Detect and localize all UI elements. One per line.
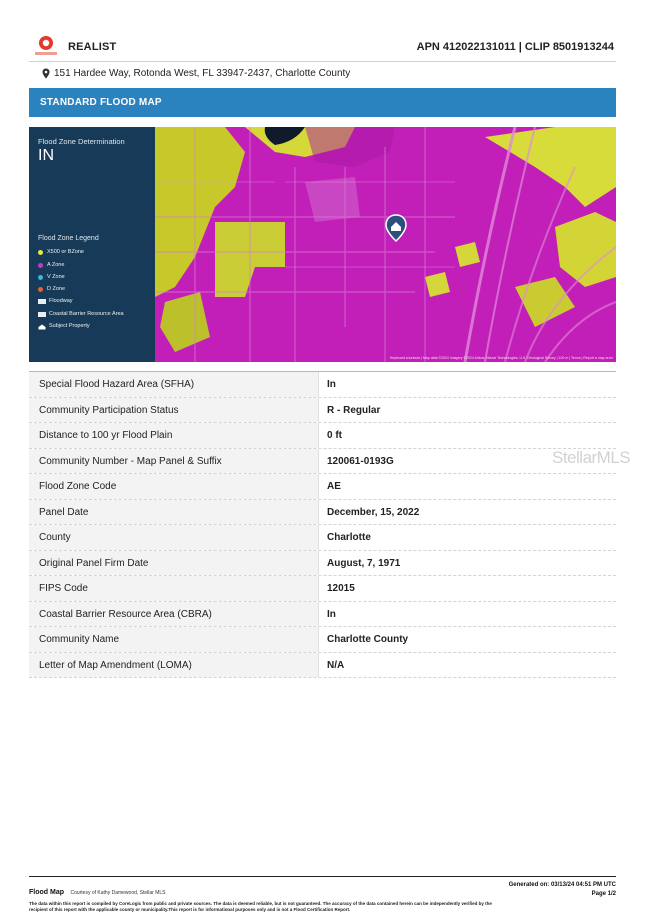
- row-value: Charlotte County: [327, 634, 409, 645]
- row-key-cell: [29, 500, 319, 525]
- footer-courtesy: Courtesy of Kathy Damewood, Stellar MLS: [70, 890, 166, 896]
- row-key-cell: [29, 423, 319, 448]
- table-row: [29, 576, 616, 602]
- table-row: [29, 398, 616, 424]
- legend-box-icon: [38, 299, 46, 304]
- row-key-cell: [29, 576, 319, 601]
- legend-label: Coastal Barrier Resource Area: [49, 311, 124, 317]
- table-row: [29, 372, 616, 398]
- row-value: AE: [327, 481, 341, 492]
- report-footer: [29, 876, 616, 913]
- page-number: Page 1/2: [591, 891, 616, 897]
- row-key: Special Flood Hazard Area (SFHA): [39, 379, 195, 390]
- corelogic-logo-icon: [33, 34, 59, 58]
- row-key: Original Panel Firm Date: [39, 557, 149, 569]
- legend-item: [38, 298, 73, 304]
- address-text: 151 Hardee Way, Rotonda West, FL 33947-2437, Charlotte County: [54, 68, 351, 79]
- section-title-bar: [29, 88, 616, 117]
- footer-disclaimer: The data within this report is compiled by CoreLogic from public and private sources. The data is deemed reliable, but is not guaranteed. The accuracy of the data contained herein can be independently verified by the recipient of this report with the applicable county or municipality.This report is for informational purposes only and is not a Flood Certification Report.: [29, 901, 492, 912]
- row-key-cell: [29, 602, 319, 627]
- row-value: 0 ft: [327, 430, 342, 441]
- table-row: [29, 525, 616, 551]
- apn-clip: APN 412022131011 | CLIP 8501913244: [416, 41, 614, 53]
- row-key: Community Number - Map Panel & Suffix: [39, 455, 222, 467]
- flood-data-table: [29, 371, 616, 678]
- row-value: R - Regular: [327, 404, 381, 416]
- legend-item: [38, 274, 65, 280]
- generated-timestamp: Generated on: 03/13/24 04:51 PM UTC: [508, 882, 616, 888]
- row-key: Community Participation Status: [39, 404, 179, 416]
- report-header: [29, 32, 616, 62]
- determination-label: Flood Zone Determination: [38, 137, 125, 146]
- flood-map-image: [155, 127, 616, 362]
- row-value: December, 15, 2022: [327, 506, 420, 518]
- row-key-cell: [29, 627, 319, 652]
- legend-dot-icon: [38, 275, 43, 280]
- legend-dot-icon: [38, 263, 43, 268]
- table-row: [29, 627, 616, 653]
- row-value: In: [327, 608, 336, 620]
- row-key: Distance to 100 yr Flood Plain: [39, 430, 173, 441]
- legend-item: [38, 286, 65, 292]
- legend-item: [38, 249, 84, 255]
- row-key-cell: [29, 474, 319, 499]
- table-row: [29, 551, 616, 577]
- legend-label: A Zone: [47, 262, 65, 268]
- legend-title: Flood Zone Legend: [38, 235, 99, 242]
- table-row: [29, 500, 616, 526]
- legend-item: [38, 323, 90, 329]
- row-key: Panel Date: [39, 506, 89, 518]
- row-value: August, 7, 1971: [327, 557, 401, 569]
- row-key-cell: [29, 525, 319, 550]
- legend-item: [38, 262, 64, 268]
- row-key-cell: [29, 372, 319, 397]
- row-key-cell: [29, 449, 319, 474]
- table-row: [29, 423, 616, 449]
- flood-map[interactable]: [29, 127, 616, 362]
- row-value: N/A: [327, 659, 345, 671]
- legend-box-icon: [38, 312, 46, 317]
- row-key: Flood Zone Code: [39, 481, 117, 492]
- row-value: Charlotte: [327, 532, 371, 543]
- home-icon: [38, 324, 46, 329]
- row-value: 120061-0193G: [327, 455, 394, 467]
- row-key: Coastal Barrier Resource Area (CBRA): [39, 608, 212, 620]
- legend-label: V Zone: [47, 274, 65, 280]
- footer-title: Flood Map: [29, 889, 64, 896]
- row-key: FIPS Code: [39, 583, 88, 594]
- table-row: [29, 602, 616, 628]
- row-value: In: [327, 379, 336, 390]
- determination-value: IN: [38, 147, 54, 164]
- table-row: [29, 449, 616, 475]
- property-address: [42, 68, 350, 79]
- row-key-cell: [29, 398, 319, 423]
- table-row: [29, 474, 616, 500]
- map-pin-icon: [42, 68, 50, 79]
- row-key-cell: [29, 551, 319, 576]
- flood-zone-panel: [29, 127, 155, 362]
- map-attribution: Keyboard shortcuts | Map data ©2024 Imagery ©2024 Airbus, Maxar Technologies, U.S. Geological Survey | 100 m | Terms | Report a map error: [389, 356, 613, 360]
- row-key-cell: [29, 653, 319, 678]
- legend-dot-icon: [38, 287, 43, 292]
- table-row: [29, 653, 616, 679]
- row-key: Community Name: [39, 634, 120, 645]
- section-title: STANDARD FLOOD MAP: [40, 97, 162, 108]
- legend-label: Floodway: [49, 298, 73, 304]
- legend-label: Subject Property: [49, 323, 90, 329]
- stellar-mls-watermark: StellarMLS: [552, 448, 631, 467]
- row-key: County: [39, 532, 71, 543]
- legend-dot-icon: [38, 250, 43, 255]
- row-key: Letter of Map Amendment (LOMA): [39, 659, 192, 671]
- brand-name: REALIST: [68, 41, 117, 53]
- row-value: 12015: [327, 583, 355, 594]
- legend-item: [38, 311, 124, 317]
- legend-label: D Zone: [47, 286, 66, 292]
- legend-label: X500 or BZone: [47, 249, 84, 255]
